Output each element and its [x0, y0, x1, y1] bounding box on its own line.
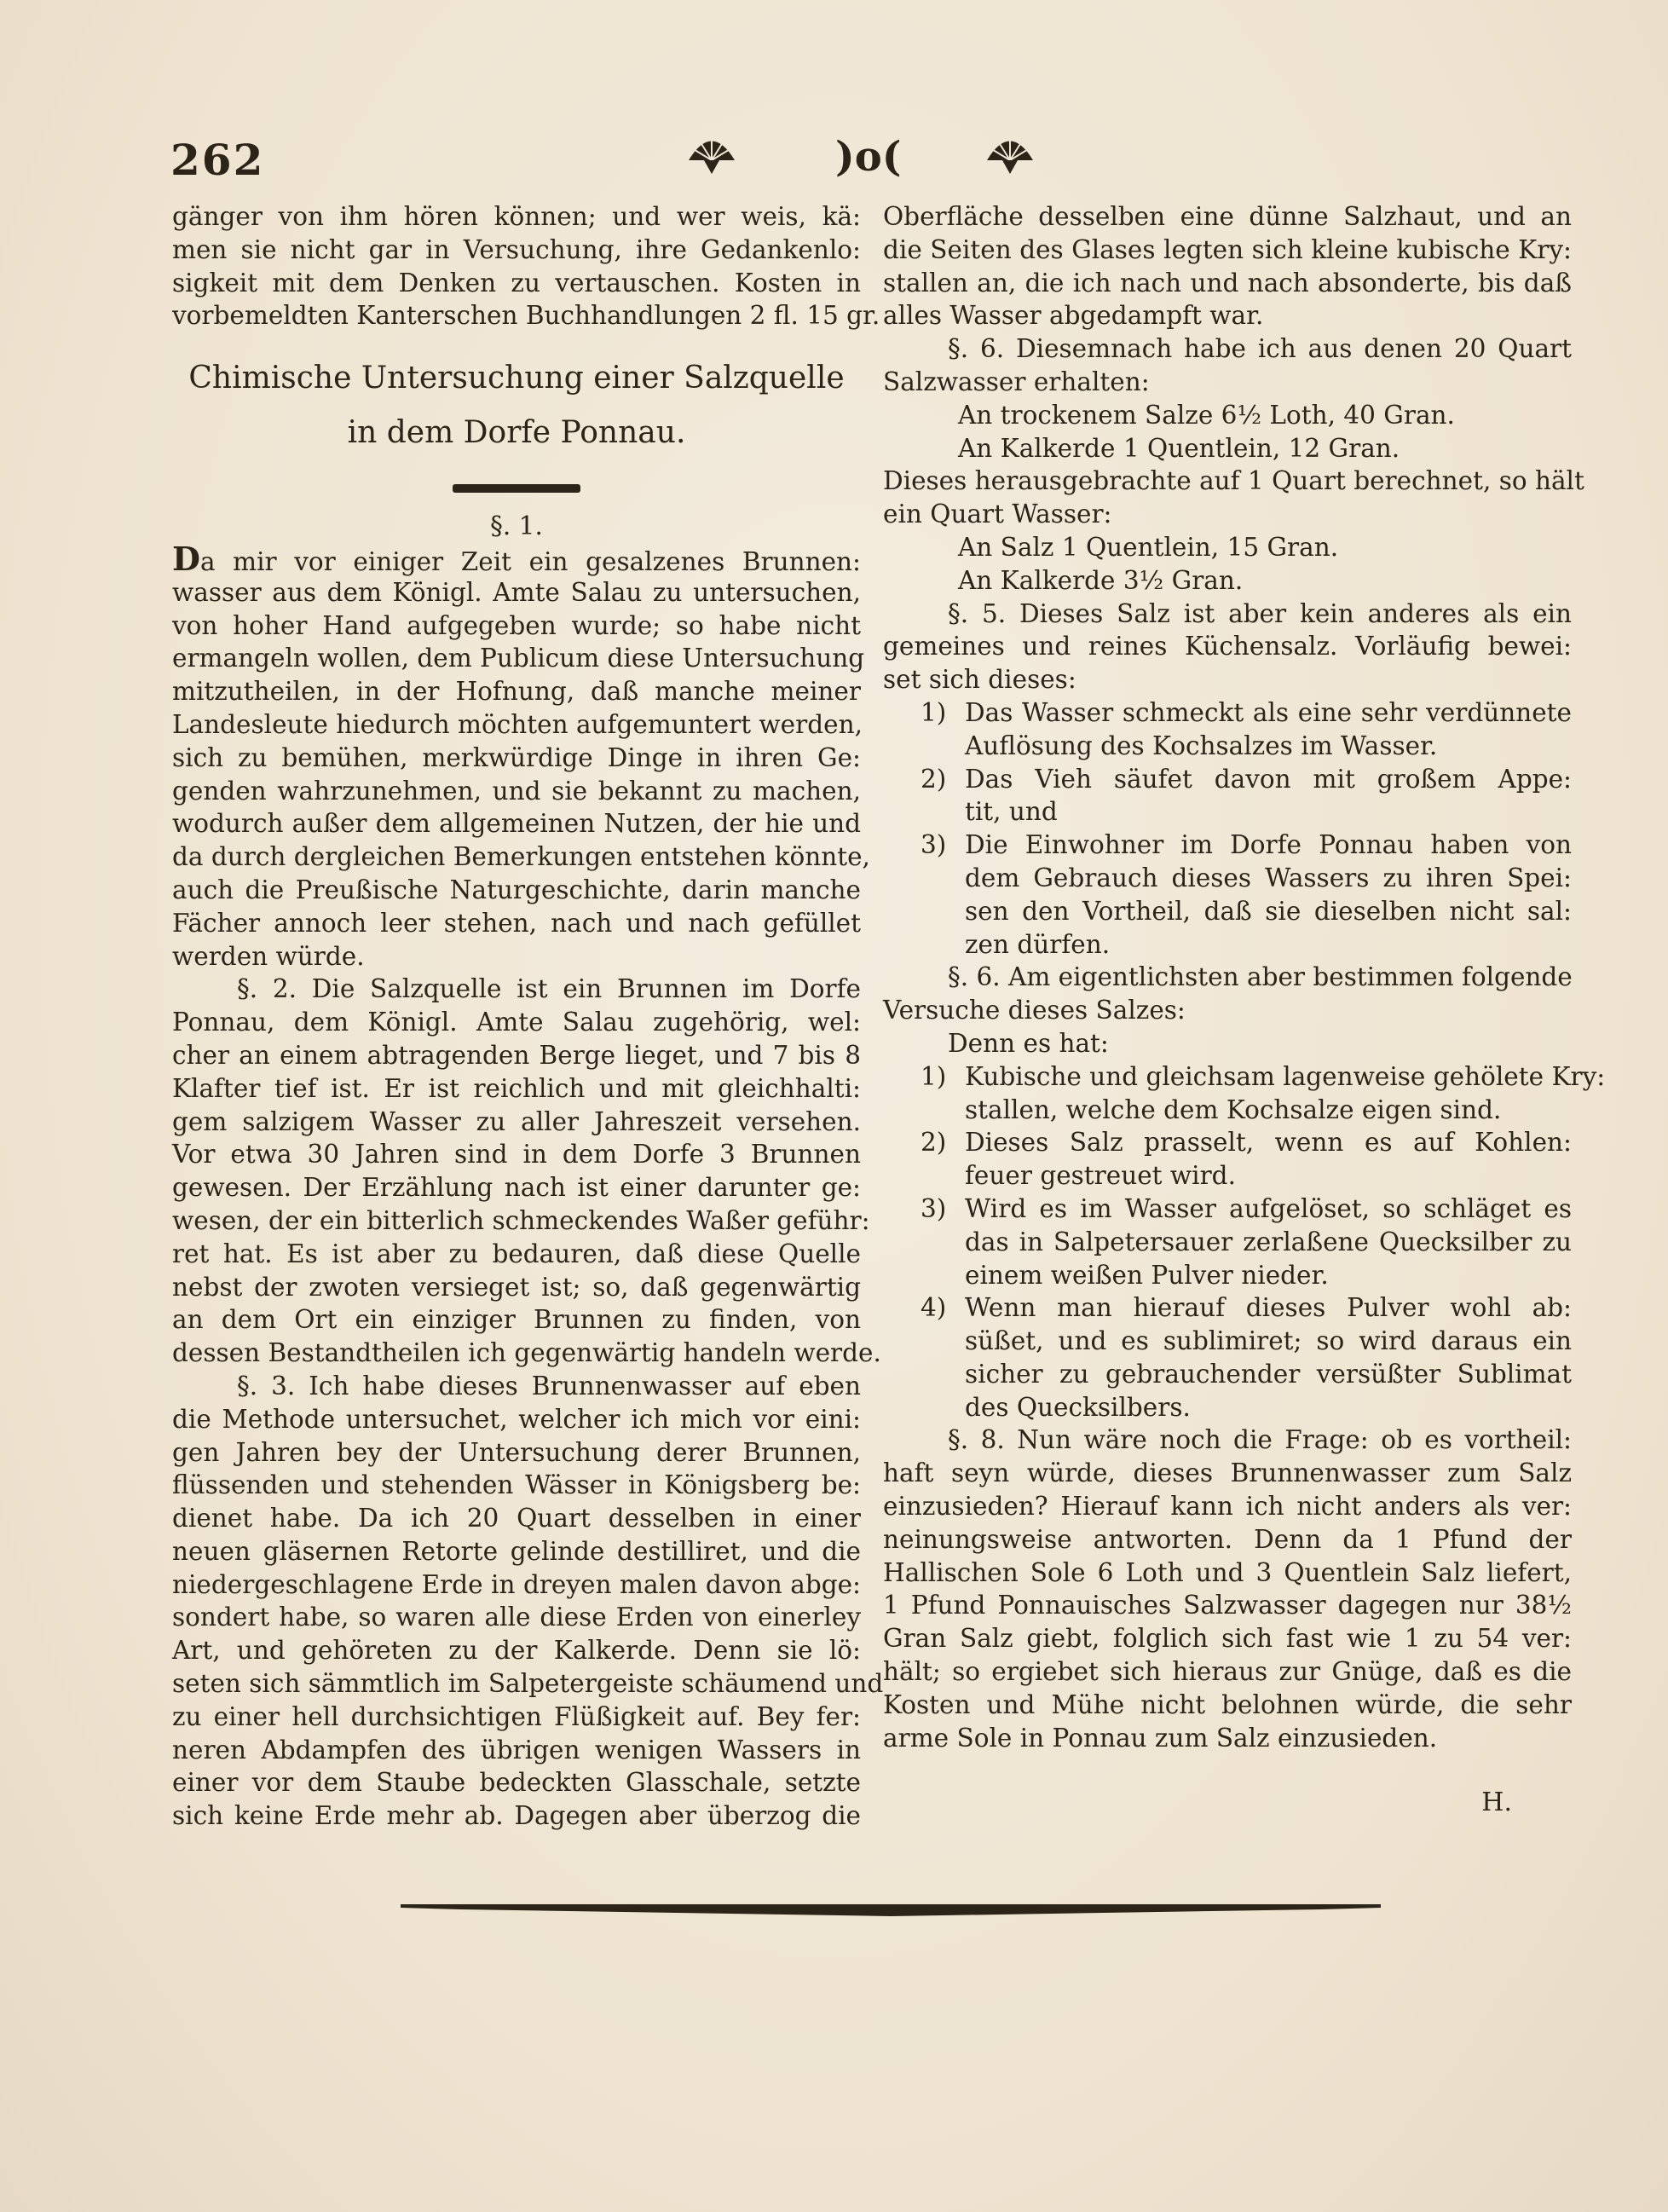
- list-text: Die Einwohner im Dorfe Ponnau haben von: [965, 830, 1572, 860]
- text-line: gem salzigem Wasser zu aller Jahreszeit versehen.: [172, 1106, 861, 1136]
- text-line: gen Jahren bey der Untersuchung derer Brunnen,: [172, 1437, 861, 1467]
- text-line: einzusieden? Hierauf kann ich nicht anders als ver:: [883, 1492, 1572, 1522]
- list-item: [883, 1193, 1572, 1226]
- text-line: §. 6. Am eigentlichsten aber bestimmen folgende: [948, 962, 1573, 992]
- list-item: An trockenem Salze 6½ Loth, 40 Gran.: [958, 400, 1455, 430]
- text-line: arme Sole in Ponnau zum Salz einzusieden.: [883, 1723, 1438, 1753]
- text-line: die Seiten des Glases legten sich kleine kubische Kry:: [883, 234, 1572, 264]
- text-line: 1 Pfund Ponnauisches Salzwasser dagegen nur 38½: [883, 1591, 1572, 1620]
- text-line: Vor etwa 30 Jahren sind in dem Dorfe 3 Brunnen: [172, 1140, 861, 1170]
- list-item: [883, 1060, 1606, 1094]
- text-line: Fächer annoch leer stehen, nach und nach gefüllet: [172, 908, 861, 938]
- text-line: ein Quart Wasser:: [883, 500, 1112, 529]
- list-text: Das Vieh säufet davon mit großem Appe:: [965, 764, 1572, 794]
- list-item-cont: das in Salpetersauer zerlaßene Quecksilber zu: [965, 1227, 1572, 1256]
- list-text: Das Wasser schmeckt als eine sehr verdünnete: [965, 697, 1572, 727]
- list-number: 1): [921, 1061, 947, 1091]
- text-line: dienet habe. Da ich 20 Quart desselben in einer: [172, 1504, 861, 1533]
- text-line: Dieses herausgebrachte auf 1 Quart berechnet, so hält: [883, 466, 1584, 496]
- text-line: Landesleute hiedurch möchten aufgemuntert werden,: [172, 709, 863, 739]
- article-title-line: in dem Dorfe Ponnau.: [347, 415, 686, 451]
- author-signature: H.: [1481, 1788, 1512, 1818]
- text-line: Salzwasser erhalten:: [883, 367, 1150, 396]
- list-item-cont: tit, und: [965, 797, 1058, 827]
- list-item: [883, 1126, 1572, 1159]
- text-line: genden wahrzunehmen, und sie bekannt zu machen,: [172, 776, 861, 806]
- list-number: 1): [921, 697, 947, 727]
- text-line: Gran Salz giebt, folglich sich fast wie 1 zu 54 ver:: [883, 1624, 1572, 1654]
- list-item-cont: sen den Vortheil, daß sie dieselben nicht sal:: [965, 896, 1572, 926]
- article-title: [172, 351, 861, 460]
- list-item-cont: feuer gestreuet wird.: [965, 1161, 1236, 1191]
- header-ornament-middle: )o(: [835, 133, 902, 181]
- left-column: [172, 200, 884, 1833]
- text-line: auch die Preußische Naturgeschichte, darin manche: [172, 875, 861, 904]
- section-heading: §. 1.: [490, 511, 543, 541]
- text-line: §. 8. Nun wäre noch die Frage: ob es vortheil:: [948, 1425, 1572, 1455]
- text-line: seten sich sämmtlich im Salpetergeiste schäumend und: [172, 1669, 884, 1699]
- text-line: cher an einem abtragenden Berge lieget, und 7 bis 8: [172, 1040, 861, 1070]
- text-line: wasser aus dem Königl. Amte Salau zu untersuchen,: [172, 577, 861, 607]
- text-line: stallen an, die ich nach und nach absonderte, bis daß: [883, 268, 1572, 297]
- shell-ornament-icon: [682, 126, 742, 177]
- text-line: Versuche dieses Salzes:: [883, 996, 1186, 1025]
- text-line: men sie nicht gar in Versuchung, ihre Gedankenlo:: [172, 234, 861, 264]
- list-number: 2): [921, 1128, 947, 1158]
- list-number: 3): [921, 1193, 947, 1223]
- text-line: alles Wasser abgedampft war.: [883, 301, 1264, 331]
- text-line: neinungsweise antworten. Denn da 1 Pfund der: [883, 1524, 1572, 1554]
- shell-ornament-icon: [980, 126, 1040, 177]
- text-line: vorbemeldten Kanterschen Buchhandlungen 2 fl. 15 gr.: [172, 301, 880, 331]
- list-item-cont: stallen, welche dem Kochsalze eigen sind.: [965, 1094, 1502, 1124]
- text-line: an dem Ort ein einziger Brunnen zu finden, von: [172, 1305, 861, 1335]
- text-line: sich zu bemühen, merkwürdige Dinge in ihren Ge:: [172, 742, 861, 772]
- text-line: nebst der zwoten versieget ist; so, daß gegenwärtig: [172, 1272, 861, 1302]
- list-item: [883, 1291, 1572, 1325]
- text-line: §. 5. Dieses Salz ist aber kein anderes als ein: [948, 598, 1572, 628]
- text-line: Art, und gehöreten zu der Kalkerde. Denn sie lö:: [172, 1636, 861, 1666]
- list-item: [883, 829, 1572, 862]
- closing-rule: [401, 1899, 1381, 1920]
- text-line: wesen, der ein bitterlich schmeckendes Waßer geführ:: [172, 1205, 870, 1235]
- list-number: 3): [921, 830, 947, 860]
- list-item: An Salz 1 Quentlein, 15 Gran.: [958, 532, 1339, 562]
- text-line: hält; so ergiebet sich hieraus zur Gnüge, daß es die: [883, 1657, 1572, 1687]
- text-line: Oberfläche desselben eine dünne Salzhaut, und an: [883, 202, 1572, 231]
- list-item-cont: des Quecksilbers.: [965, 1392, 1191, 1422]
- article-title-line: Chimische Untersuchung einer Salzquelle: [188, 361, 845, 396]
- list-text: Wird es im Wasser aufgelöset, so schläget es: [965, 1193, 1572, 1223]
- text-line: sigkeit mit dem Denken zu vertauschen. Kosten in: [172, 268, 861, 297]
- text-line: §. 3. Ich habe dieses Brunnenwasser auf eben: [237, 1371, 861, 1401]
- text-line: sich keine Erde mehr ab. Dagegen aber überzog die: [172, 1801, 861, 1831]
- list-item-cont: süßet, und es sublimiret; so wird daraus ein: [965, 1326, 1572, 1356]
- list-item-cont: einem weißen Pulver nieder.: [965, 1260, 1329, 1290]
- text-line: werden würde.: [172, 941, 365, 971]
- text-line: wodurch außer dem allgemeinen Nutzen, der hie und: [172, 809, 861, 839]
- text-line: Denn es hat:: [948, 1028, 1109, 1058]
- text-line: flüssenden und stehenden Wässer in Königsberg be:: [172, 1470, 861, 1500]
- text-line: [172, 539, 861, 578]
- list-number: 4): [921, 1293, 947, 1323]
- text-line: zu einer hell durchsichtigen Flüßigkeit auf. Bey fer:: [172, 1701, 861, 1731]
- text-line: gänger von ihm hören können; und wer weis, kä:: [172, 202, 861, 231]
- list-item-cont: zen dürfen.: [965, 929, 1111, 959]
- text-line: niedergeschlagene Erde in dreyen malen davon abge:: [172, 1569, 861, 1599]
- list-item-cont: dem Gebrauch dieses Wassers zu ihren Spei:: [965, 863, 1572, 892]
- page-number: 262: [170, 135, 265, 185]
- list-text: Wenn man hierauf dieses Pulver wohl ab:: [965, 1293, 1572, 1323]
- text-line: sondert habe, so waren alle diese Erden von einerley: [172, 1603, 861, 1632]
- text-line: neren Abdampfen des übrigen wenigen Wassers in: [172, 1735, 861, 1764]
- text-line: dessen Bestandtheilen ich gegenwärtig handeln werde.: [172, 1338, 881, 1368]
- text-line: Klafter tief ist. Er ist reichlich und mit gleichhalti:: [172, 1073, 861, 1103]
- text-line: haft seyn würde, dieses Brunnenwasser zum Salz: [883, 1458, 1572, 1488]
- text-line: ret hat. Es ist aber zu bedauren, daß diese Quelle: [172, 1239, 861, 1268]
- text-line: die Methode untersuchet, welcher ich mich vor eini:: [172, 1404, 861, 1434]
- text-line-rest: a mir vor einiger Zeit ein gesalzenes Brunnen:: [199, 546, 861, 576]
- text-line: gewesen. Der Erzählung nach ist einer darunter ge:: [172, 1173, 861, 1203]
- text-line: Ponnau, dem Königl. Amte Salau zugehörig, wel:: [172, 1008, 861, 1037]
- text-line: Kosten und Mühe nicht belohnen würde, die sehr: [883, 1689, 1572, 1719]
- text-line: set sich dieses:: [883, 665, 1076, 695]
- text-line: neuen gläsernen Retorte gelinde destilliret, und die: [172, 1536, 861, 1566]
- list-item-cont: Auflösung des Kochsalzes im Wasser.: [965, 731, 1438, 760]
- text-line: von hoher Hand aufgegeben wurde; so habe nicht: [172, 610, 861, 640]
- list-item-cont: sicher zu gebrauchender versüßter Sublimat: [965, 1359, 1572, 1389]
- right-column: [883, 200, 1606, 1820]
- list-item: An Kalkerde 1 Quentlein, 12 Gran.: [958, 433, 1400, 463]
- list-item: [883, 763, 1572, 796]
- list-item: [883, 696, 1572, 730]
- list-text: Dieses Salz prasselt, wenn es auf Kohlen:: [965, 1128, 1572, 1158]
- text-line: §. 6. Diesemnach habe ich aus denen 20 Quart: [948, 334, 1572, 364]
- text-line: da durch dergleichen Bemerkungen entstehen könnte,: [172, 842, 870, 872]
- list-item: An Kalkerde 3½ Gran.: [958, 565, 1244, 595]
- text-line: §. 2. Die Salzquelle ist ein Brunnen im Dorfe: [237, 974, 861, 1004]
- text-line: mitzutheilen, in der Hofnung, daß manche meiner: [172, 677, 861, 707]
- list-number: 2): [921, 764, 947, 794]
- text-line: Hallischen Sole 6 Loth und 3 Quentlein Salz liefert,: [883, 1557, 1572, 1587]
- text-line: gemeines und reines Küchensalz. Vorläufig bewei:: [883, 632, 1572, 661]
- page-header: [170, 126, 1534, 194]
- list-text: Kubische und gleichsam lagenweise gehölete Kry:: [965, 1061, 1606, 1091]
- text-line: einer vor dem Staube bedeckten Glasschale, setzte: [172, 1768, 861, 1798]
- title-divider: [453, 484, 580, 493]
- text-line: ermangeln wollen, dem Publicum diese Untersuchung: [172, 644, 865, 673]
- drop-cap: D: [172, 539, 200, 578]
